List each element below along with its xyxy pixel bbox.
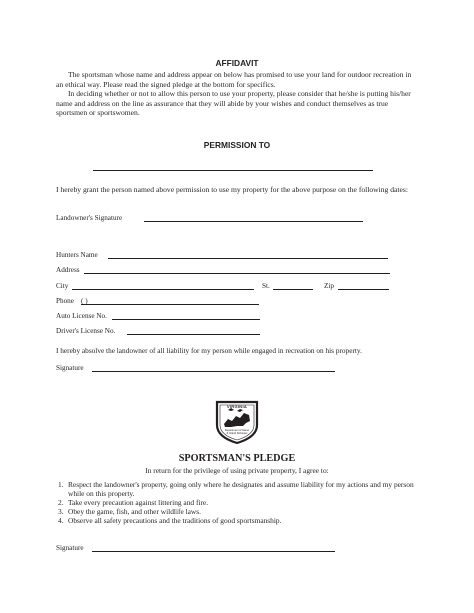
logo-bottom-text-2: & Inland Fisheries xyxy=(226,432,248,435)
state-label: St. xyxy=(262,282,270,290)
pledge-item-text: Respect the landowner's property, going only where he designates and assume liability for my actions and my person while on this property. xyxy=(68,480,414,498)
absolve-signature-label: Signature xyxy=(56,364,84,372)
pledge-item-text: Obey the game, fish, and other wildlife laws. xyxy=(68,507,201,516)
drivers-license-label: Driver's License No. xyxy=(56,327,116,335)
zip-label: Zip xyxy=(324,282,334,290)
address-field[interactable] xyxy=(84,273,390,274)
pledge-item-number: 4. xyxy=(58,516,64,525)
vdgif-logo xyxy=(213,399,261,445)
auto-license-field[interactable] xyxy=(112,319,260,320)
phone-field[interactable] xyxy=(81,304,259,305)
pledge-item xyxy=(58,507,418,516)
hunters-name-label: Hunters Name xyxy=(56,251,98,259)
logo-bottom-text-1: Department of Game xyxy=(224,429,250,432)
pledge-item-text: Take every precaution against littering and fire. xyxy=(68,498,209,507)
phone-area-code-parens: ( ) xyxy=(81,297,88,305)
zip-field[interactable] xyxy=(338,289,389,290)
pledge-list xyxy=(58,480,418,525)
pledge-signature-field[interactable] xyxy=(92,551,335,552)
absolve-text: I hereby absolve the landowner of all liability for my person while engaged in recreation on his property. xyxy=(56,346,362,355)
drivers-license-field[interactable] xyxy=(127,334,260,335)
pledge-item-text: Observe all safety precautions and the traditions of good sportsmanship. xyxy=(68,516,282,525)
pledge-signature-label: Signature xyxy=(56,544,84,552)
absolve-signature-field[interactable] xyxy=(92,371,335,372)
landowner-signature-label: Landowner's Signature xyxy=(56,214,123,222)
hunters-name-field[interactable] xyxy=(108,258,388,259)
pledge-item-number: 2. xyxy=(58,498,64,507)
state-field[interactable] xyxy=(273,289,313,290)
affidavit-paragraph-1: The sportsman whose name and address appear on below has promised to use your land for outdoor recreation in an ethical way. Please read the signed pledge at the bottom for specifics. xyxy=(56,70,412,89)
logo-bottom-text xyxy=(213,429,261,435)
landowner-signature-field[interactable] xyxy=(144,221,363,222)
pledge-item-number: 1. xyxy=(58,480,64,489)
pledge-item xyxy=(58,516,418,525)
permission-purpose-line[interactable] xyxy=(93,170,373,171)
auto-license-label: Auto License No. xyxy=(56,312,107,320)
pledge-item xyxy=(58,480,418,498)
pledge-item xyxy=(58,498,418,507)
pledge-intro: In return for the privilege of using private property, I agree to: xyxy=(145,466,329,475)
logo-top-text: VIRGINIA xyxy=(226,404,248,409)
phone-label: Phone xyxy=(56,297,74,305)
address-label: Address xyxy=(56,266,80,274)
pledge-title: SPORTSMAN'S PLEDGE xyxy=(178,453,296,464)
affidavit-paragraph-2: In deciding whether or not to allow this person to use your property, please consider that he/she is putting his/her name and address on the line as assurance that they will abide by your wishes and conduct themselves as true sportsmen or sportswomen. xyxy=(56,89,411,118)
city-field[interactable] xyxy=(72,289,254,290)
permission-title: PERMISSION TO xyxy=(203,140,271,150)
grant-text: I hereby grant the person named above permission to use my property for the above purpose on the following dates: xyxy=(56,185,408,194)
city-label: City xyxy=(56,282,69,290)
pledge-item-number: 3. xyxy=(58,507,64,516)
affidavit-title: AFFIDAVIT xyxy=(215,58,259,68)
